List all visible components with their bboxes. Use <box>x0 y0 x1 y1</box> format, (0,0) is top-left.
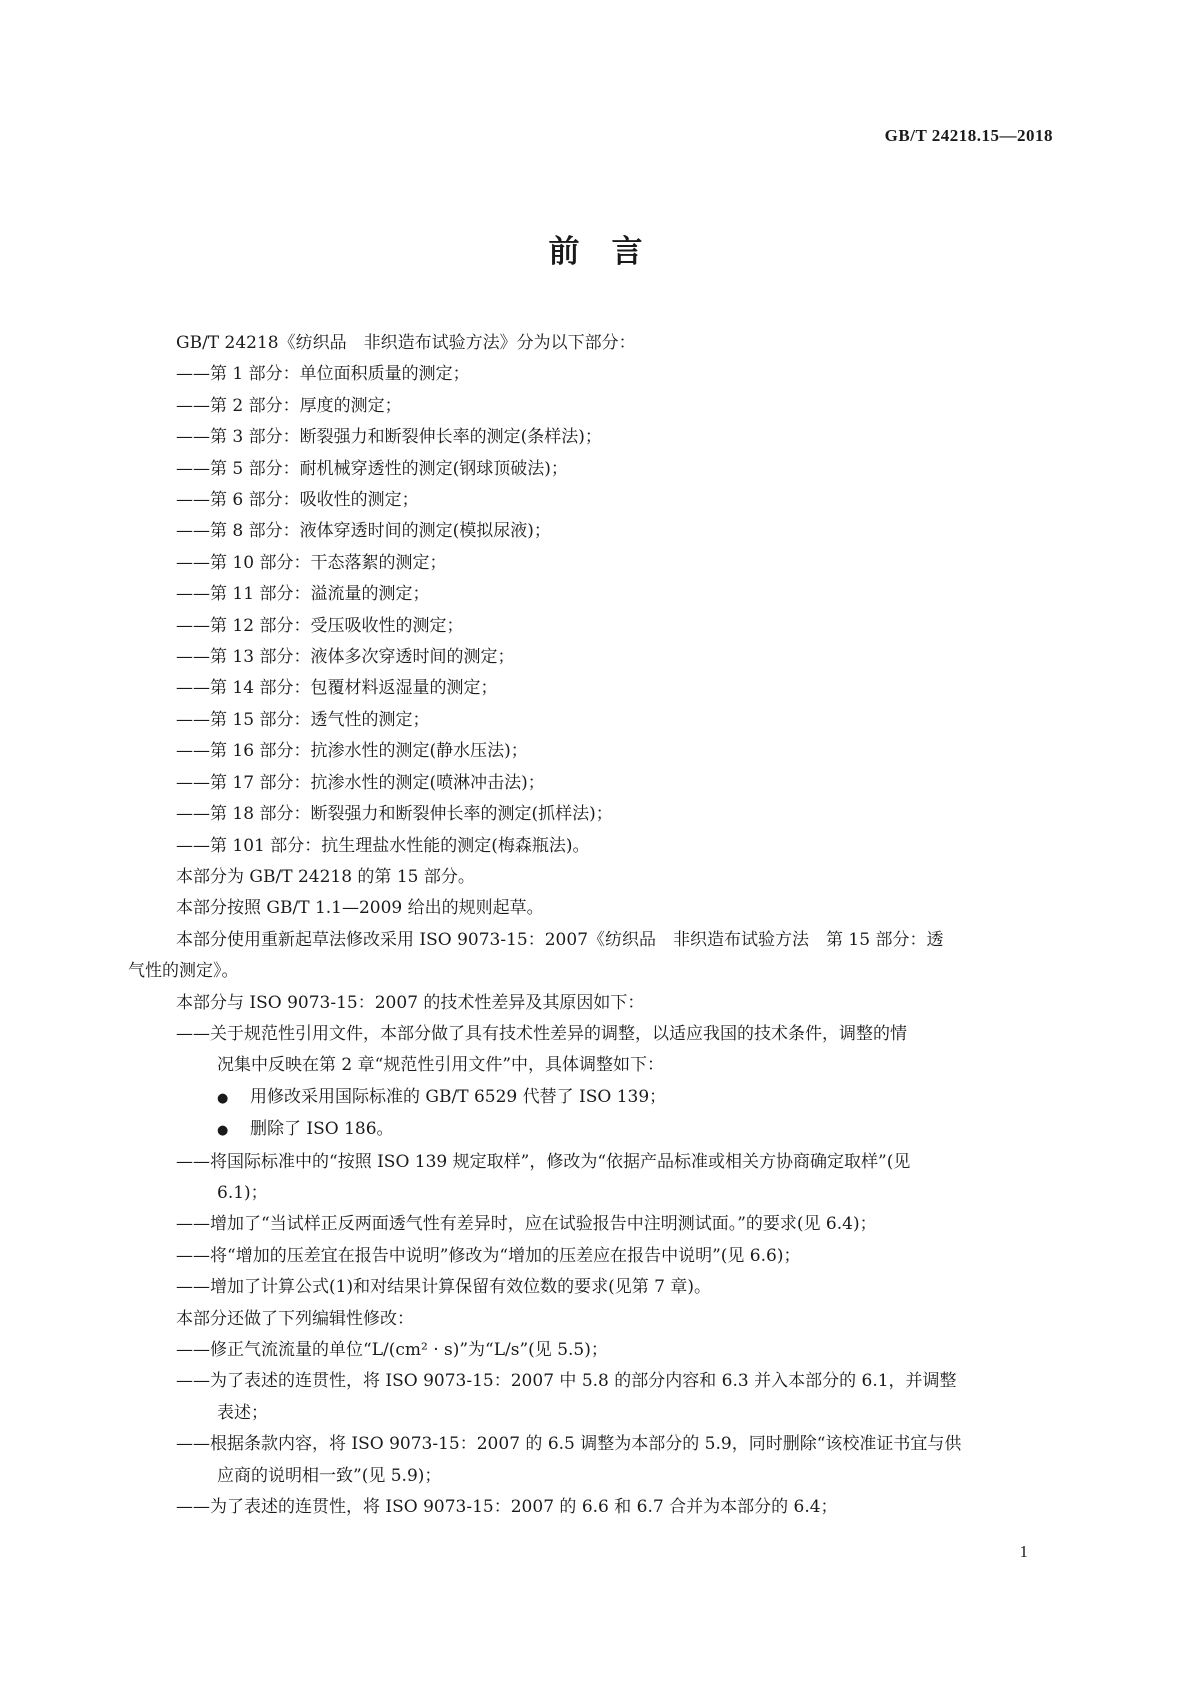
bullet-text: 用修改采用国际标准的 GB/T 6529 代替了 ISO 139； <box>250 1086 667 1107</box>
list-item: ——根据条款内容，将 ISO 9073-15：2007 的 6.5 调整为本部分的 5.9，同时删除“该校准证书宜与供 <box>176 1434 962 1455</box>
paragraph-line: 气性的测定》。 <box>128 961 239 982</box>
bullet-text: 删除了 ISO 186。 <box>250 1119 394 1140</box>
list-item: ——第 3 部分：断裂强力和断裂伸长率的测定(条样法)； <box>176 427 602 448</box>
list-item-continuation: 6.1)； <box>217 1182 268 1203</box>
list-item: ——第 10 部分：干态落絮的测定； <box>176 552 447 573</box>
bullet-item <box>128 1082 1054 1114</box>
list-item: ——第 1 部分：单位面积质量的测定； <box>176 364 470 385</box>
list-item: ——第 15 部分：透气性的测定； <box>176 709 430 730</box>
list-item: ——第 101 部分：抗生理盐水性能的测定(梅森瓶法)。 <box>176 835 590 856</box>
intro-line: GB/T 24218《纺织品 非织造布试验方法》分为以下部分： <box>176 333 636 353</box>
list-item-continuation: 况集中反映在第 2 章“规范性引用文件”中，具体调整如下： <box>217 1055 665 1076</box>
list-item: ——增加了“当试样正反两面透气性有差异时，应在试验报告中注明测试面。”的要求(见 6.4)； <box>176 1214 877 1235</box>
page-number: 1 <box>1019 1542 1028 1561</box>
list-item: ——第 6 部分：吸收性的测定； <box>176 490 419 511</box>
bullet-item <box>128 1114 1054 1146</box>
list-item: ——第 12 部分：受压吸收性的测定； <box>176 615 464 636</box>
list-item: ——第 16 部分：抗渗水性的测定(静水压法)； <box>176 741 528 762</box>
paragraph-line: 本部分还做了下列编辑性修改： <box>176 1308 414 1329</box>
list-item: ——为了表述的连贯性，将 ISO 9073-15：2007 的 6.6 和 6.7 合并为本部分的 6.4； <box>176 1497 838 1518</box>
list-item: ——第 5 部分：耐机械穿透性的测定(钢球顶破法)； <box>176 458 568 479</box>
paragraph-line: 本部分按照 GB/T 1.1—2009 给出的规则起草。 <box>176 898 544 919</box>
paragraph-line: 本部分为 GB/T 24218 的第 15 部分。 <box>176 866 475 887</box>
list-item-continuation: 表述； <box>217 1402 268 1423</box>
list-item: ——第 13 部分：液体多次穿透时间的测定； <box>176 647 515 668</box>
list-item: ——将“增加的压差宜在报告中说明”修改为“增加的压差应在报告中说明”(见 6.6)； <box>176 1245 801 1266</box>
list-item: ——第 17 部分：抗渗水性的测定(喷淋冲击法)； <box>176 772 545 793</box>
list-item: ——为了表述的连贯性，将 ISO 9073-15：2007 中 5.8 的部分内容和 6.3 并入本部分的 6.1，并调整 <box>176 1371 957 1392</box>
bullet-icon: ● <box>217 1123 229 1139</box>
paragraph-line: 本部分与 ISO 9073-15：2007 的技术性差异及其原因如下： <box>176 992 645 1013</box>
standard-number: GB/T 24218.15—2018 <box>884 126 1053 145</box>
list-item-continuation: 应商的说明相一致”(见 5.9)； <box>217 1465 442 1486</box>
list-item: ——第 11 部分：溢流量的测定； <box>176 584 430 605</box>
list-item: ——增加了计算公式(1)和对结果计算保留有效位数的要求(见第 7 章)。 <box>176 1277 711 1298</box>
body-text <box>128 328 1054 1523</box>
page-title: 前言 <box>548 234 675 270</box>
list-item: ——将国际标准中的“按照 ISO 139 规定取样”，修改为“依据产品标准或相关方协商确定取样”(见 <box>176 1151 911 1172</box>
list-item: ——第 18 部分：断裂强力和断裂伸长率的测定(抓样法)； <box>176 804 613 825</box>
paragraph-line: 本部分使用重新起草法修改采用 ISO 9073-15：2007《纺织品 非织造布试验方法 第 15 部分：透 <box>176 929 944 950</box>
list-item: ——第 8 部分：液体穿透时间的测定(模拟尿液)； <box>176 521 551 542</box>
list-item: ——修正气流流量的单位“L/(cm² · s)”为“L/s”(见 5.5)； <box>176 1340 608 1360</box>
list-item: ——第 2 部分：厚度的测定； <box>176 395 402 416</box>
list-item: ——第 14 部分：包覆材料返湿量的测定； <box>176 678 498 699</box>
list-item: ——关于规范性引用文件，本部分做了具有技术性差异的调整，以适应我国的技术条件，调整的情 <box>176 1023 907 1044</box>
bullet-icon: ● <box>217 1090 229 1106</box>
